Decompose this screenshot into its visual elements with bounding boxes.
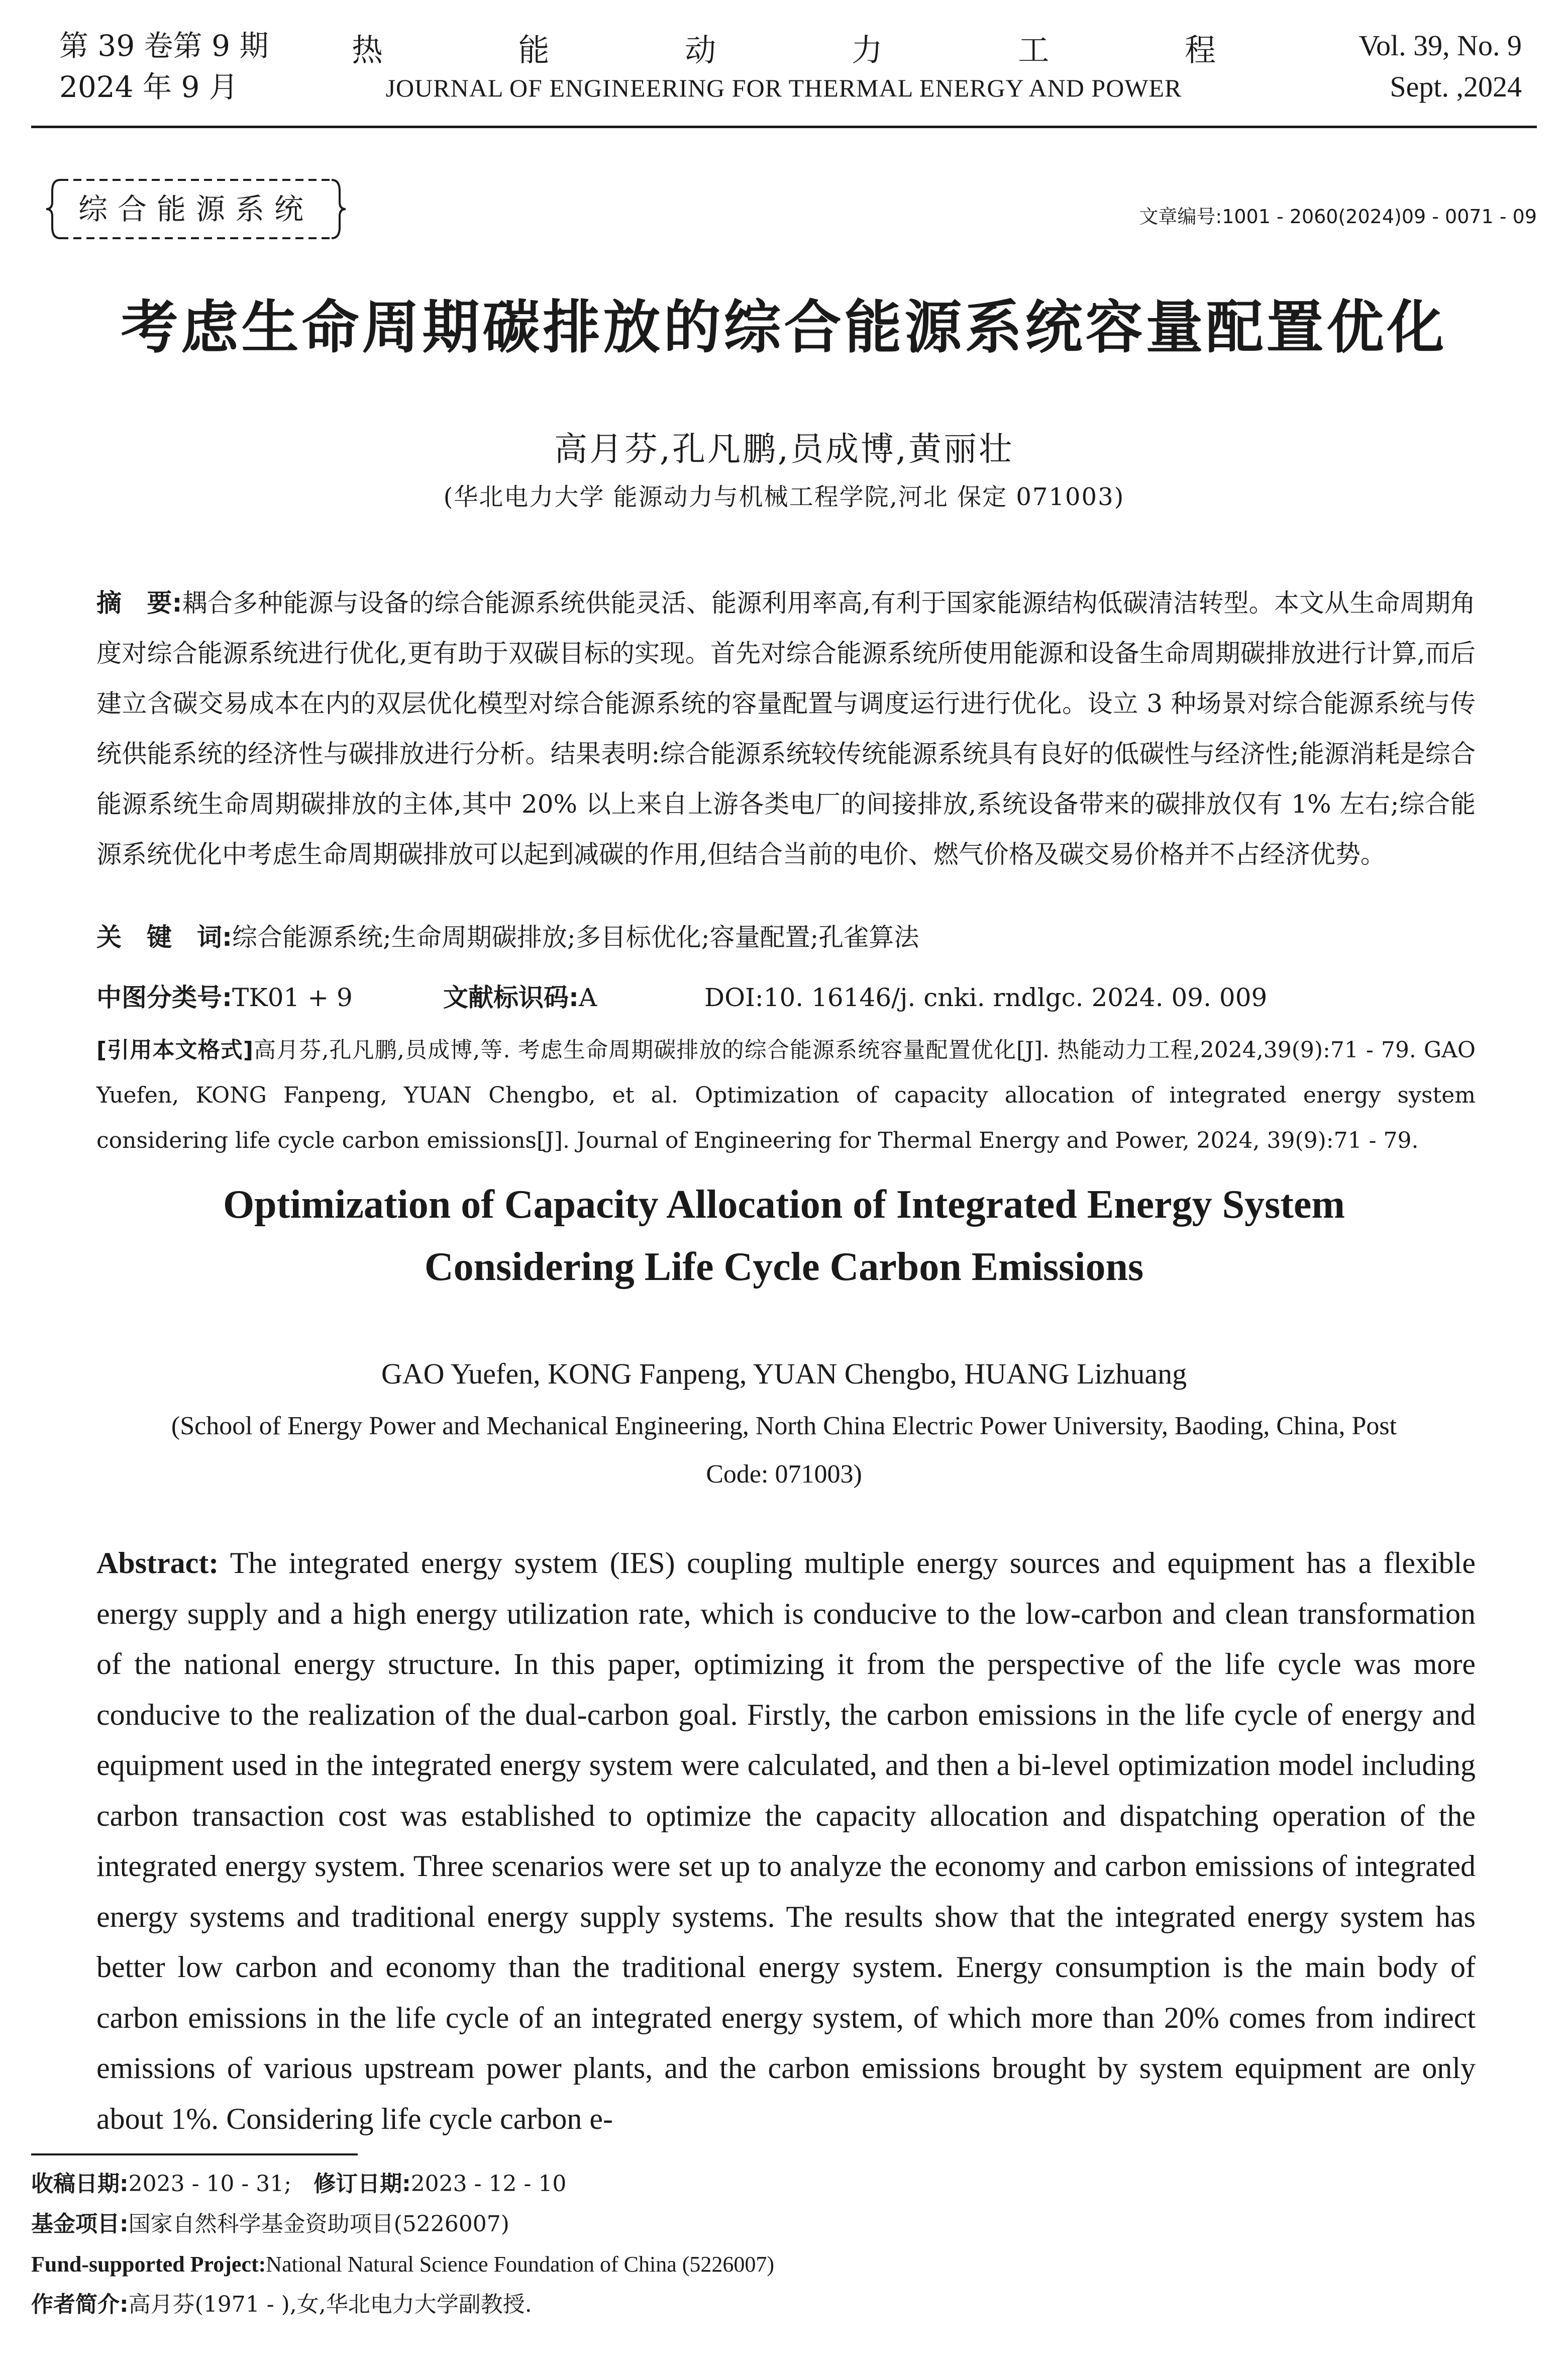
citation-text: 高月芬,孔凡鹏,员成博,等. 考虑生命周期碳排放的综合能源系统容量配置优化[J]. 热能动力工程,2024,39(9):71 - 79. GAO Yuefen, KONG Fanpeng, YUAN Chengbo, et al. Optimization of capacity allocation of integrated energy system considering life cycle carbon emissions[J]. Journal of Engineering for Thermal Energy and Power, 2024, 39(9):71 - 79. <box>96 1037 1476 1153</box>
footnote-fund-cn <box>31 2210 509 2238</box>
abstract-cn <box>96 578 1476 879</box>
clc-number <box>96 977 443 1018</box>
footnote-fund-en <box>31 2250 774 2279</box>
issue-volume-en: Vol. 39, No. 9 <box>1358 29 1522 62</box>
journal-title-cn-char: 动 <box>685 32 716 68</box>
column-tag <box>45 176 347 242</box>
journal-title-cn-char: 工 <box>1018 32 1050 68</box>
keywords-cn <box>96 917 1476 957</box>
doi: DOI:10. 16146/j. cnki. rndlgc. 2024. 09. 009 <box>704 983 1268 1012</box>
received-label: 收稿日期: <box>31 2171 129 2197</box>
footnote-author-bio <box>31 2291 532 2319</box>
issue-date-en: Sept. ,2024 <box>1390 70 1522 103</box>
issue-date-cn: 2024 年 9 月 <box>59 70 238 104</box>
document-code-value: A <box>579 983 597 1012</box>
affiliation-cn: (华北电力大学 能源动力与机械工程学院,河北 保定 071003) <box>443 483 1125 511</box>
footnote-dates <box>31 2170 566 2198</box>
journal-title-cn <box>352 25 1216 68</box>
column-tag-label: 综合能源系统 <box>78 192 313 226</box>
journal-title-cn-char: 程 <box>1184 32 1216 68</box>
classification-line <box>96 977 1476 1018</box>
revised-label: 修订日期: <box>313 2171 411 2197</box>
abstract-en-text: The integrated energy system (IES) coupling multiple energy sources and equipment has a flexible energy supply and a high energy utilization rate, which is conducive to the low-carbon and clean transformation of the national energy structure. In this paper, optimizing it from the perspective of the life cycle was more conducive to the realization of the dual-carbon goal. Firstly, the carbon emissions in the life cycle of energy and equipment used in the integrated energy system were calculated, and then a bi-level optimization model including carbon transaction cost was established to optimize the capacity allocation and dispatching operation of the integrated energy system. Three scenarios were set up to analyze the economy and carbon emissions of integrated energy systems and traditional energy supply systems. The results show that the integrated energy system has better low carbon and economy than the traditional energy system. Energy consumption is the main body of carbon emissions in the life cycle of an integrated energy system, of which more than 20% comes from indirect emissions of various upstream power plants, and the carbon emissions brought by system equipment are only about 1%. Considering life cycle carbon e- <box>96 1546 1476 2135</box>
received-date: 2023 - 10 - 31; <box>128 2171 292 2197</box>
abstract-en <box>96 1538 1476 2144</box>
citation-format <box>96 1028 1476 1163</box>
paper-title-cn: 考虑生命周期碳排放的综合能源系统容量配置优化 <box>121 294 1447 361</box>
issue-volume-cn: 第 39 卷第 9 期 <box>59 29 269 63</box>
fund-cn-label: 基金项目: <box>31 2211 129 2237</box>
clc-value: TK01 + 9 <box>232 983 353 1012</box>
author-bio-label: 作者简介: <box>31 2292 129 2317</box>
abstract-cn-text: 耦合多种能源与设备的综合能源系统供能灵活、能源利用率高,有利于国家能源结构低碳清洁转型。本文从生命周期角度对综合能源系统进行优化,更有助于双碳目标的实现。首先对综合能源系统所使用能源和设备生命周期碳排放进行计算,而后建立含碳交易成本在内的双层优化模型对综合能源系统的容量配置与调度运行进行优化。设立 3 种场景对综合能源系统与传统供能系统的经济性与碳排放进行分析。结果表明:综合能源系统较传统能源系统具有良好的低碳性与经济性;能源消耗是综合能源系统生命周期碳排放的主体,其中 20% 以上来自上游各类电厂的间接排放,系统设备带来的碳排放仅有 1% 左右;综合能源系统优化中考虑生命周期碳排放可以起到减碳的作用,但结合当前的电价、燃气价格及碳交易价格并不占经济优势。 <box>96 588 1476 869</box>
document-code-label: 文献标识码: <box>443 983 579 1012</box>
abstract-en-label: Abstract: <box>96 1546 219 1580</box>
journal-title-cn-char: 力 <box>851 32 883 68</box>
journal-title-cn-char: 热 <box>352 32 383 68</box>
revised-date: 2023 - 12 - 10 <box>410 2171 567 2197</box>
fund-en-label: Fund-supported Project: <box>31 2252 266 2277</box>
abstract-cn-label: 摘 要: <box>96 588 182 618</box>
article-number: 文章编号:1001 - 2060(2024)09 - 0071 - 09 <box>1139 206 1537 228</box>
journal-title-en: JOURNAL OF ENGINEERING FOR THERMAL ENERGY AND POWER <box>385 74 1182 102</box>
journal-title-cn-char: 能 <box>518 32 550 68</box>
authors-cn: 高月芬,孔凡鹏,员成博,黄丽壮 <box>554 430 1014 468</box>
issue-info-en <box>1359 25 1522 108</box>
document-code <box>443 977 704 1018</box>
issue-info-cn <box>59 25 268 108</box>
paper-title-en-line: Optimization of Capacity Allocation of Integrated Energy System <box>223 1183 1345 1227</box>
keywords-cn-text: 综合能源系统;生命周期碳排放;多目标优化;容量配置;孔雀算法 <box>232 923 919 952</box>
fund-en-text: National Natural Science Foundation of China (5226007) <box>266 2252 775 2277</box>
paper-title-en <box>0 1173 1568 1298</box>
keywords-cn-label: 关 键 词: <box>96 923 232 952</box>
footnote-divider <box>31 2153 358 2155</box>
affiliation-en: (School of Energy Power and Mechanical Engineering, North China Electric Power University, Baoding, China, Post Code: 071003) <box>171 1412 1397 1489</box>
header-divider <box>31 126 1537 128</box>
authors-en: GAO Yuefen, KONG Fanpeng, YUAN Chengbo, HUANG Lizhuang <box>381 1357 1187 1390</box>
fund-cn-text: 国家自然科学基金资助项目(5226007) <box>128 2211 509 2237</box>
citation-label: [引用本文格式] <box>96 1037 253 1063</box>
author-bio-text: 高月芬(1971 - ),女,华北电力大学副教授. <box>128 2292 532 2317</box>
paper-title-en-line: Considering Life Cycle Carbon Emissions <box>424 1245 1144 1289</box>
clc-label: 中图分类号: <box>96 983 232 1012</box>
